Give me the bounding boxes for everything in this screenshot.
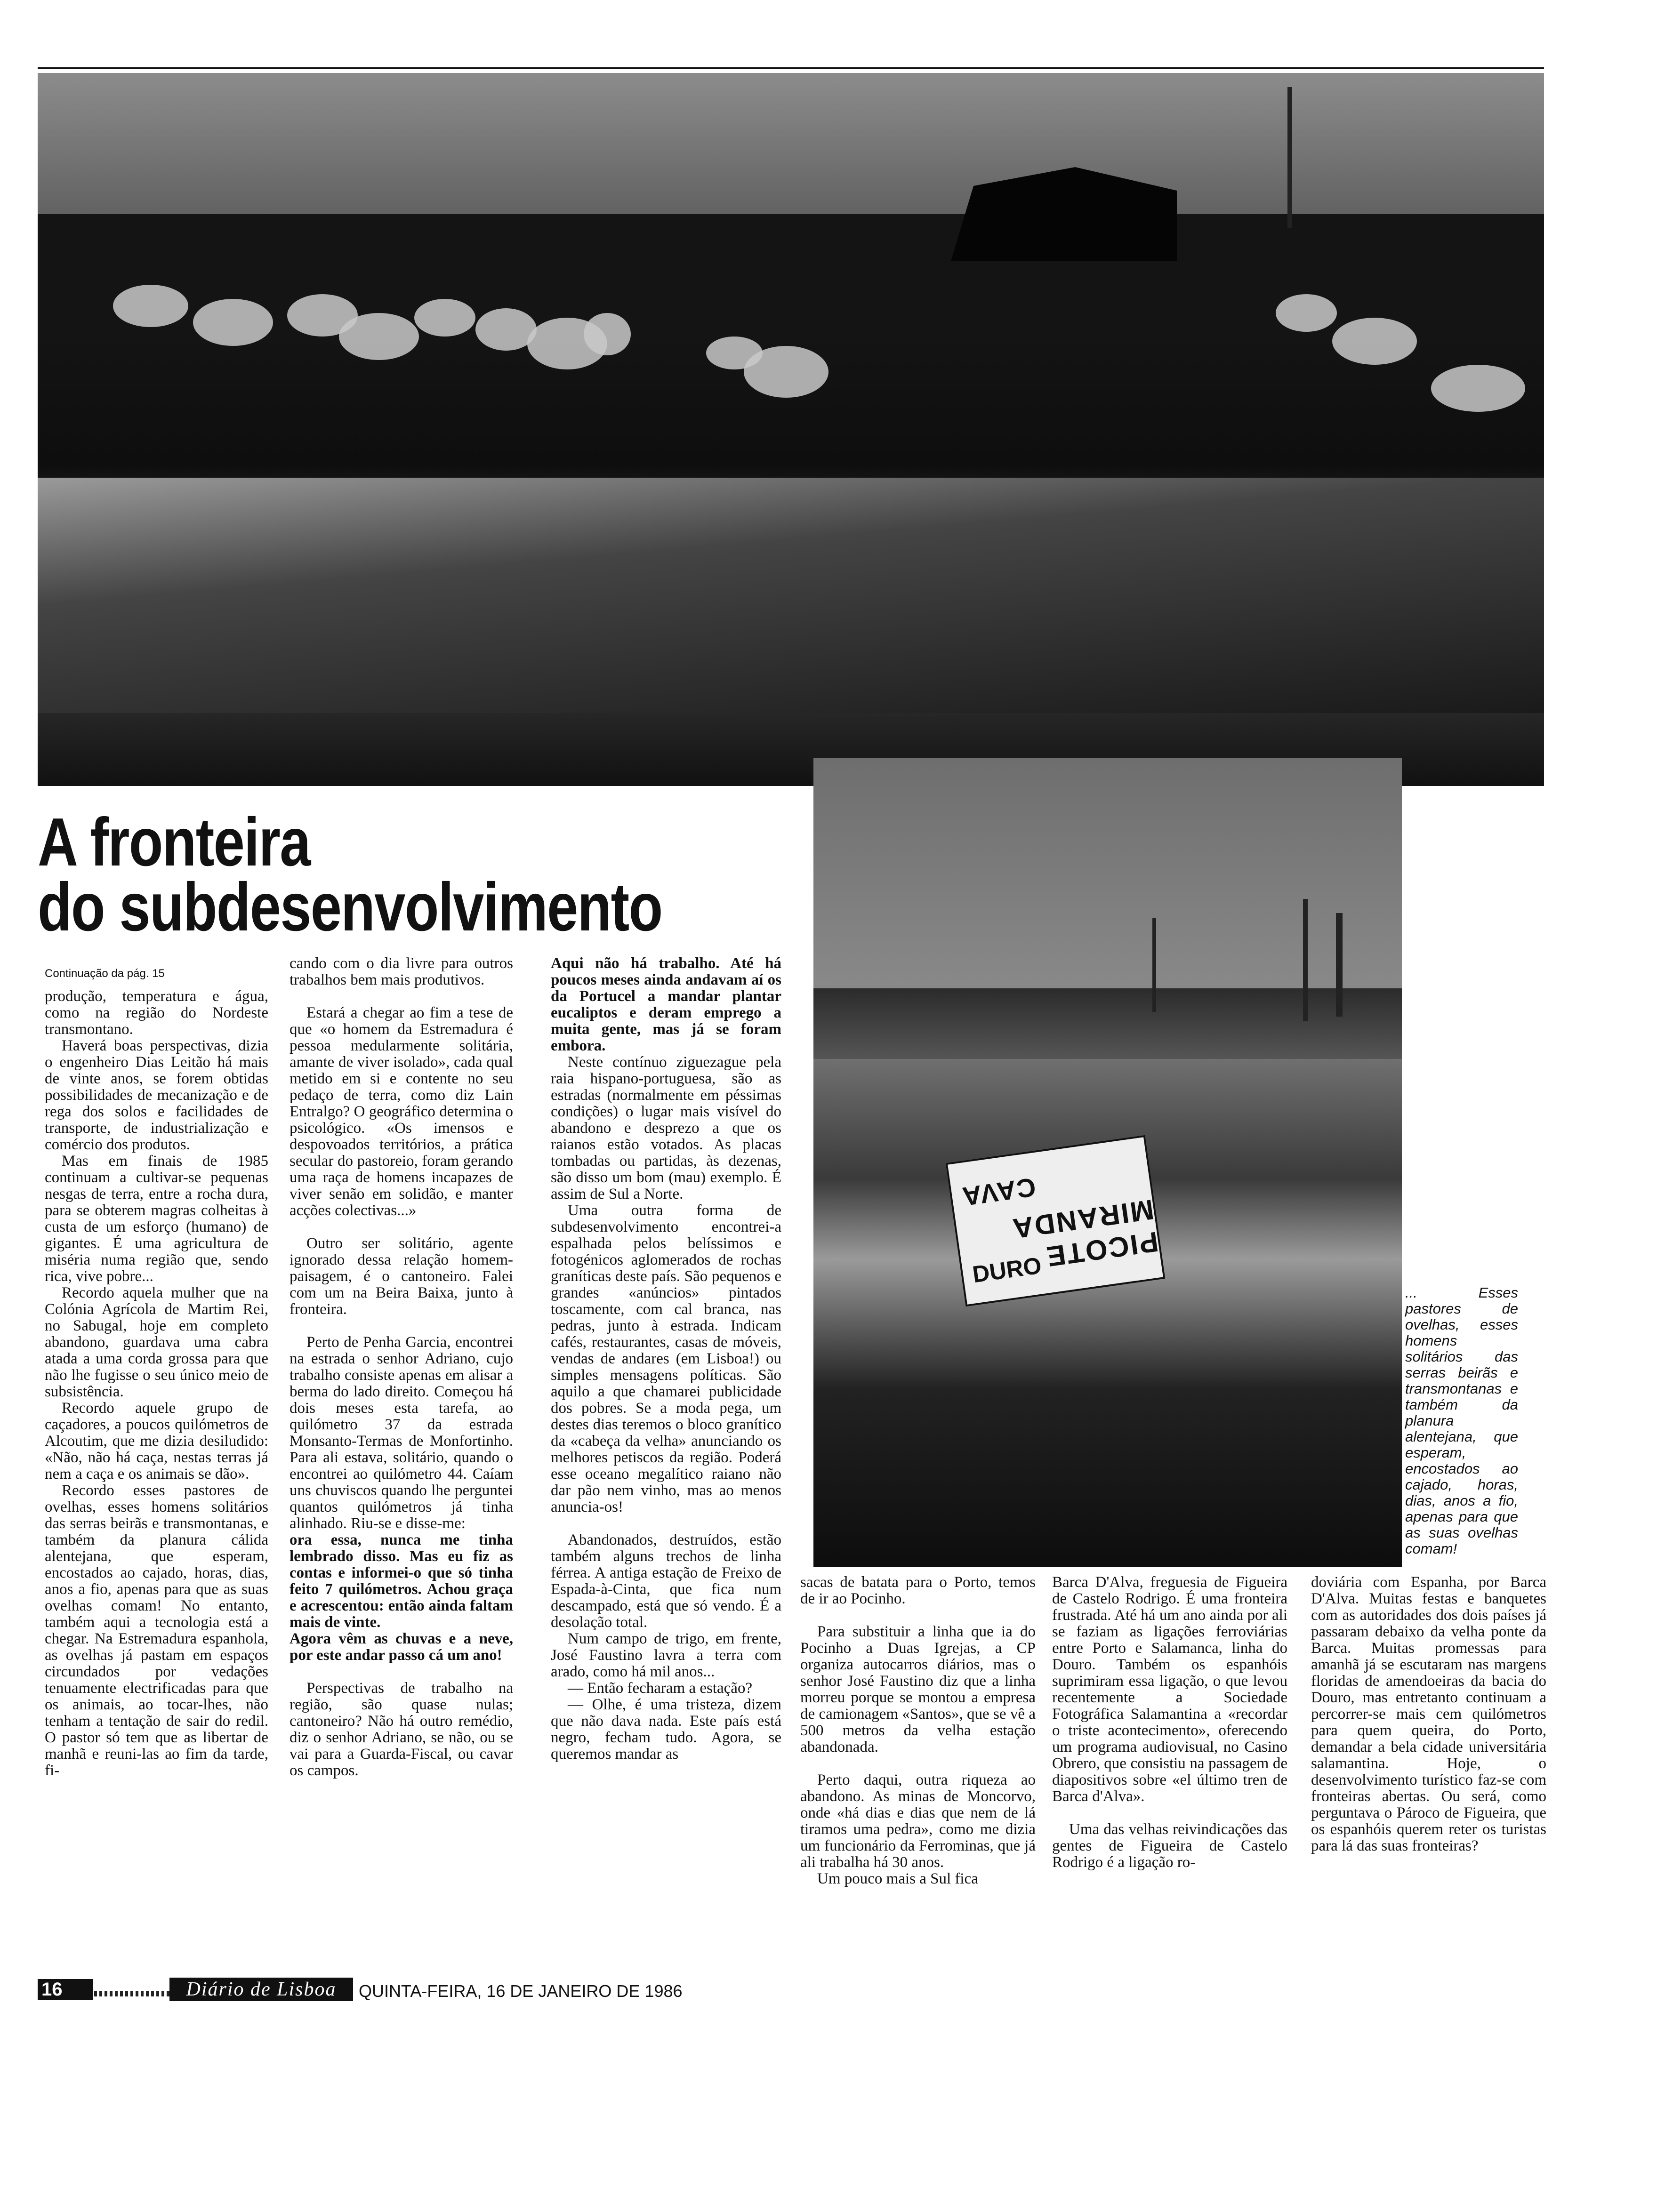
paragraph: doviária com Espanha, por Barca D'Alva. Muitas festas e banquetes com as autoridades dos dois países já passaram debaixo da velha ponte da Barca. Muitas promessas para amanhã já se escutaram nas margens floridas de amendoeiras da bacia do Douro, mas entretanto continuam a percorrer-se mais cem quilómetros para quem queira, do Porto, demandar a bela cidade universitária salamantina. Hoje, o desenvolvimento turístico faz-se com fronteiras abertas. Ou será, como perguntava o Pároco de Figueira, que os espanhóis querem reter os turistas para lá das suas fronteiras?: [1311, 1574, 1546, 1854]
footer-dots: [94, 1991, 169, 1996]
paragraph: Haverá boas perspectivas, dizia o engenheiro Dias Leitão há mais de vinte anos, se forem obtidas possibilidades de mecanização e de rega dos solos e facilidades de transporte, de industrialização e comércio dos produtos.: [45, 1037, 268, 1153]
paragraph: Recordo aquela mulher que na Colónia Agrícola de Martim Rei, no Sabugal, hoje em completo abandono, guardava uma cabra atada a uma corda grossa para que não lhe fugisse o seu único meio de subsistência.: [45, 1284, 268, 1400]
photo-caption: ... Esses pastores de ovelhas, esses homens solitários das serras beirãs e transmontanas e também da planura alentejana, que esperam, encostados ao cajado, horas, dias, anos a fio, apenas para que as suas ovelhas comam!: [1405, 1284, 1518, 1557]
paragraph: Perspectivas de trabalho na região, são quase nulas; cantoneiro? Não há outro remédio, diz o senhor Adriano, se não, ou se vai para a Guarda-Fiscal, ou cavar os campos.: [290, 1680, 513, 1779]
paragraph-bold: ora essa, nunca me tinha lembrado disso. Mas eu fiz as contas e informei-o que só tinha feito 7 quilómetros. Achou graça e acrescentou: então ainda faltam mais de vinte.: [290, 1531, 513, 1631]
column-1: [45, 988, 268, 1779]
page-number: 16: [38, 1979, 93, 2000]
paragraph: Uma das velhas reivindicações das gentes de Figueira de Castelo Rodrigo é a ligação ro-: [1052, 1821, 1287, 1871]
sign-text-3: DURO: [971, 1252, 1043, 1288]
masthead: Diário de Lisboa: [169, 1978, 353, 2001]
headline-line-1: A fronteira: [38, 804, 310, 880]
column-4: [800, 1574, 1036, 1887]
top-rule: [38, 67, 1544, 69]
paragraph: Uma outra forma de subdesenvolvimento encontrei-a espalhada pelos belíssimos e fotogénicos aglomerados de rochas graníticas deste país. São pequenos e grandes «anúncios» pintados toscamente, com cal branca, nas pedras, junto à estrada. Indicam cafés, restaurantes, casas de móveis, vendas de andares (em Lisboa!) ou simples mensagens políticas. São aquilo a que chamarei publicidade dos pobres. Se a moda pega, um destes dias teremos o bloco granítico da «cabeça da velha» anunciando os melhores petiscos da região. Poderá esse oceano megalítico raiano não dar pão nem vinho, mas ao menos anuncia-os!: [551, 1202, 781, 1515]
sign-text-2: PICOTE MIRANDA: [1009, 1194, 1160, 1273]
paragraph: Estará a chegar ao fim a tese de que «o homem da Estremadura é pessoa medularmente solitária, amante de viver isolado», cada qual metido em si e contente no seu pedaço de terra, como diz Lain Entralgo? O geográfico determina o psicológico. «Os imensos e despovoados territórios, a prática secular do pastoreio, foram gerando uma raça de homens incapazes de viver senão em solidão, e manter acções colectivas...»: [290, 1004, 513, 1219]
paragraph: — Olhe, é uma tristeza, dizem que não dava nada. Este país está negro, fecham tudo. Agora, se queremos mandar as: [551, 1696, 781, 1763]
paragraph: Mas em finais de 1985 continuam a cultivar-se pequenas nesgas de terra, entre a rocha dura, para se obterem magras colheitas à custa de um esforço (humano) de gigantes. É uma agricultura de miséria numa região que, sendo rica, vive pobre...: [45, 1153, 268, 1285]
paragraph: Para substituir a linha que ia do Pocinho a Duas Igrejas, a CP organiza autocarros diários, mas o senhor José Faustino diz que a linha morreu porque se montou a empresa de camionagem «Santos», que se vê a 500 metros da velha estação abandonada.: [800, 1623, 1036, 1755]
paragraph: Um pouco mais a Sul fica: [817, 1870, 978, 1887]
issue-date: QUINTA-FEIRA, 16 DE JANEIRO DE 1986: [359, 1981, 683, 2001]
sign-text-1: CAVA: [959, 1172, 1038, 1212]
paragraph: sacas de batata para o Porto, temos de ir ao Pocinho.: [800, 1574, 1036, 1607]
paragraph-bold: Agora vêm as chuvas e a neve, por este andar passo cá um ano!: [290, 1630, 513, 1664]
paragraph: Num campo de trigo, em frente, José Faustino lavra a terra com arado, como há mil anos...: [551, 1630, 781, 1680]
headline-line-2: do subdesenvolvimento: [38, 869, 662, 945]
column-5: [1052, 1574, 1287, 1871]
paragraph-bold: Aqui não há trabalho. Até há poucos meses ainda andavam aí os da Portucel a mandar plantar eucaliptos e deram emprego a muita gente, mas já se foram embora.: [551, 955, 781, 1054]
paragraph: Recordo aquele grupo de caçadores, a poucos quilómetros de Alcoutim, que me dizia desiludido: «Não, não há caça, nestas terras já nem a caça e os animais se dão».: [45, 1400, 268, 1483]
column-3: [551, 955, 781, 1763]
column-6: [1311, 1574, 1546, 1854]
paragraph: Abandonados, destruídos, estão também alguns trechos de linha férrea. A antiga estação de Freixo de Espada-à-Cinta, que fica num descampado, está que só vendo. É a desolação total.: [551, 1531, 781, 1631]
column-2: [290, 955, 513, 1779]
paragraph: Recordo esses pastores de ovelhas, esses homens solitários das serras beirãs e transmontanas, e também da planura cálida alentejana, que esperam, encostados ao cajado, horas, dias, anos a fio, apenas para que as suas ovelhas comam! No entanto, também aqui a tecnologia está a chegar. Na Estremadura espanhola, as ovelhas já pastam em espaços circundados por vedações tenuamente electrificadas para que os animais, ao tocar-lhes, não tenham a tentação de sair do redil. O pastor só tem que as libertar de manhã e reuni-las ao fim da tarde, fi-: [45, 1482, 268, 1779]
paragraph: Perto daqui, outra riqueza ao abandono. As minas de Moncorvo, onde «há dias e dias que nem de lá tiramos uma pedra», como me dizia um funcionário da Ferrominas, que já ali trabalha há 30 anos.: [800, 1771, 1036, 1871]
main-photo-sheep-flock: [38, 73, 1544, 786]
paragraph: Perto de Penha Garcia, encontrei na estrada o senhor Adriano, cujo trabalho consiste apenas em alisar a berma do lado direito. Começou há dois meses esta tarefa, ao quilómetro 37 da estrada Monsanto-Termas de Monfortinho. Para ali estava, solitário, quando o encontrei ao quilómetro 44. Caíam uns chuviscos quando lhe perguntei quantos quilómetros já tinha alinhado. Riu-se e disse-me:: [290, 1334, 513, 1532]
continuation-note: Continuação da pág. 15: [45, 967, 165, 980]
paragraph: Outro ser solitário, agente ignorado dessa relação homem-paisagem, é o cantoneiro. Falei com um na Beira Baixa, junto à fronteira.: [290, 1235, 513, 1318]
paragraph: Neste contínuo ziguezague pela raia hispano-portuguesa, são as estradas (normalmente em péssimas condições) o lugar mais visível do abandono e desprezo a que os raianos estão votados. As placas tombadas ou partidas, às dezenas, são disso um bom (mau) exemplo. É assim de Sul a Norte.: [551, 1054, 781, 1202]
article-headline: [38, 804, 675, 945]
road-sign: [946, 1135, 1166, 1307]
paragraph: cando com o dia livre para outros trabalhos bem mais produtivos.: [290, 955, 513, 988]
side-photo-road-sign: [813, 758, 1402, 1567]
paragraph: — Então fecharam a estação?: [568, 1680, 753, 1697]
paragraph: produção, temperatura e água, como na região do Nordeste transmontano.: [45, 988, 268, 1038]
paragraph: Barca D'Alva, freguesia de Figueira de Castelo Rodrigo. É uma fronteira frustrada. Até há um ano ainda por ali se faziam as ligações ferroviárias entre Porto e Salamanca, linha do Douro. Também os espanhóis suprimiram essa ligação, o que levou recentemente a Sociedade Fotográfica Salamantina a «recordar o triste acontecimento», oferecendo um programa audiovisual, no Casino Obrero, que consistiu na passagem de diapositivos sobre «el último tren de Barca d'Alva».: [1052, 1574, 1287, 1805]
